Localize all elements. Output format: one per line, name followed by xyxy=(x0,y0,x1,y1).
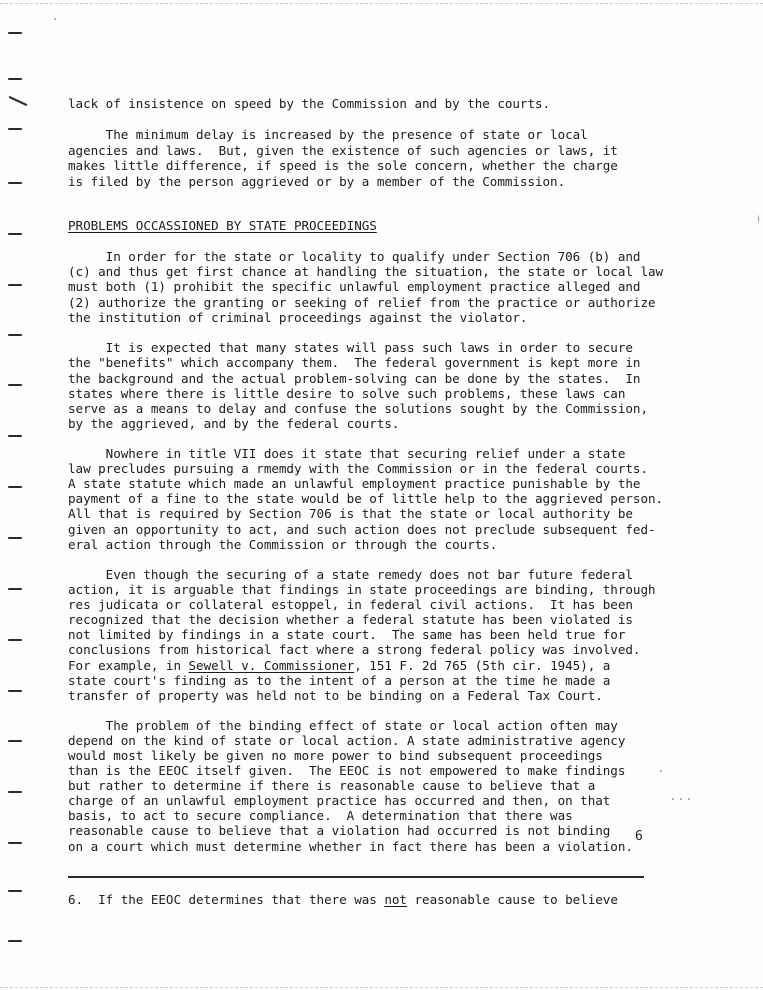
paragraph-line: the background and the actual problem-solving can be done by the states. In xyxy=(68,371,641,386)
paragraph-line: the "benefits" which accompany them. The federal government is kept more in xyxy=(68,355,641,370)
paragraph-line: conclusions from historical fact where a strong federal policy was involved. xyxy=(68,642,641,657)
paragraph-line: (c) and thus get first chance at handling the situation, the state or local law xyxy=(68,264,664,279)
margin-mark xyxy=(8,78,22,80)
paragraph-line: action, it is arguable that findings in state proceedings are binding, through xyxy=(68,582,656,597)
paragraph-line: states where there is little desire to solve such problems, these laws can xyxy=(68,386,626,401)
paragraph-line: res judicata or collateral estoppel, in federal civil actions. It has been xyxy=(68,597,633,612)
paragraph-line: Nowhere in title VII does it state that securing relief under a state xyxy=(68,446,626,461)
paragraph-line-with-citation xyxy=(68,658,610,673)
citation-lead: For example, in xyxy=(68,658,189,673)
footnote-emphasis: not xyxy=(384,892,407,907)
scan-speck xyxy=(758,215,759,223)
section-heading: PROBLEMS OCCASSIONED BY STATE PROCEEDINGS xyxy=(68,218,377,233)
margin-mark xyxy=(8,791,22,793)
scan-speck xyxy=(680,798,682,800)
page-top-edge xyxy=(0,3,763,4)
margin-mark xyxy=(8,639,22,641)
margin-mark xyxy=(9,96,28,106)
margin-mark xyxy=(8,128,22,130)
margin-mark xyxy=(8,740,22,742)
paragraph-line: payment of a fine to the state would be of little help to the aggrieved person. xyxy=(68,491,664,506)
margin-mark xyxy=(8,182,22,184)
paragraph-line: serve as a means to delay and confuse the solutions sought by the Commission, xyxy=(68,401,648,416)
paragraph-line: law precludes pursuing a rmemdy with the Commission or in the federal courts. xyxy=(68,461,648,476)
margin-mark xyxy=(8,384,22,386)
margin-mark xyxy=(8,842,22,844)
paragraph-line: would most likely be given no more power to bind subsequent proceedings xyxy=(68,748,603,763)
footnote-text xyxy=(68,892,618,907)
paragraph-line: on a court which must determine whether in fact there has been a violation. xyxy=(68,839,633,854)
paragraph-line: state court's finding as to the intent of a person at the time he made a xyxy=(68,673,611,688)
margin-mark xyxy=(8,334,22,336)
paragraph-line: lack of insistence on speed by the Commission and by the courts. xyxy=(68,96,551,111)
paragraph-line: than is the EEOC itself given. The EEOC is not empowered to make findings xyxy=(68,763,626,778)
paragraph-line: A state statute which made an unlawful employment practice punishable by the xyxy=(68,476,641,491)
footnote-separator xyxy=(68,876,644,878)
paragraph-line: eral action through the Commission or through the courts. xyxy=(68,537,498,552)
margin-mark xyxy=(8,890,22,892)
paragraph-line: depend on the kind of state or local action. A state administrative agency xyxy=(68,733,626,748)
margin-mark xyxy=(8,690,22,692)
margin-mark xyxy=(8,32,22,34)
paragraph-line: recognized that the decision whether a federal statute has been violated is xyxy=(68,612,633,627)
page-bottom-edge xyxy=(0,987,763,988)
scan-speck xyxy=(688,798,690,800)
margin-mark xyxy=(8,435,22,437)
paragraph-line: (2) authorize the granting or seeking of relief from the practice or authorize xyxy=(68,295,656,310)
paragraph-line: the institution of criminal proceedings against the violator. xyxy=(68,310,528,325)
citation-reference: , 151 F. 2d 765 (5th cir. 1945), a xyxy=(354,658,611,673)
paragraph-line: charge of an unlawful employment practice has occurred and then, on that xyxy=(68,793,611,808)
paragraph-line: In order for the state or locality to qualify under Section 706 (b) and xyxy=(68,249,641,264)
margin-mark xyxy=(8,284,22,286)
paragraph-line: The minimum delay is increased by the presence of state or local xyxy=(68,127,588,142)
paragraph-line: All that is required by Section 706 is that the state or local authority be xyxy=(68,506,633,521)
case-name: Sewell v. Commissioner xyxy=(188,658,355,673)
paragraph-line: basis, to act to secure compliance. A determination that there was xyxy=(68,808,573,823)
paragraph-line: but rather to determine if there is reasonable cause to believe that a xyxy=(68,778,596,793)
footnote-tail: reasonable cause to believe xyxy=(406,892,618,907)
paragraph-line: reasonable cause to believe that a violation had occurred is not binding xyxy=(68,823,611,838)
paragraph-line: It is expected that many states will pass such laws in order to secure xyxy=(68,340,633,355)
footnote-lead: 6. If the EEOC determines that there was xyxy=(68,892,385,907)
paragraph-line: The problem of the binding effect of state or local action often may xyxy=(68,718,618,733)
paragraph-line: is filed by the person aggrieved or by a member of the Commission. xyxy=(68,174,566,189)
paragraph-line: by the aggrieved, and by the federal courts. xyxy=(68,416,400,431)
paragraph-line: transfer of property was held not to be binding on a Federal Tax Court. xyxy=(68,688,603,703)
scan-speck xyxy=(660,770,662,772)
scan-speck xyxy=(54,18,56,20)
paragraph-line: agencies and laws. But, given the existence of such agencies or laws, it xyxy=(68,143,618,158)
margin-mark xyxy=(8,940,22,942)
margin-mark xyxy=(8,233,22,235)
margin-mark xyxy=(8,537,22,539)
paragraph-line: must both (1) prohibit the specific unlawful employment practice alleged and xyxy=(68,279,641,294)
paragraph-line: makes little difference, if speed is the sole concern, whether the charge xyxy=(68,158,618,173)
paragraph-line: given an opportunity to act, and such action does not preclude subsequent fed- xyxy=(68,522,656,537)
paragraph-line: not limited by findings in a state court. The same has been held true for xyxy=(68,627,626,642)
scan-speck xyxy=(672,798,674,800)
margin-mark xyxy=(8,588,22,590)
margin-mark xyxy=(8,486,22,488)
paragraph-line: Even though the securing of a state remedy does not bar future federal xyxy=(68,567,633,582)
footnote-marker: 6 xyxy=(635,829,643,844)
